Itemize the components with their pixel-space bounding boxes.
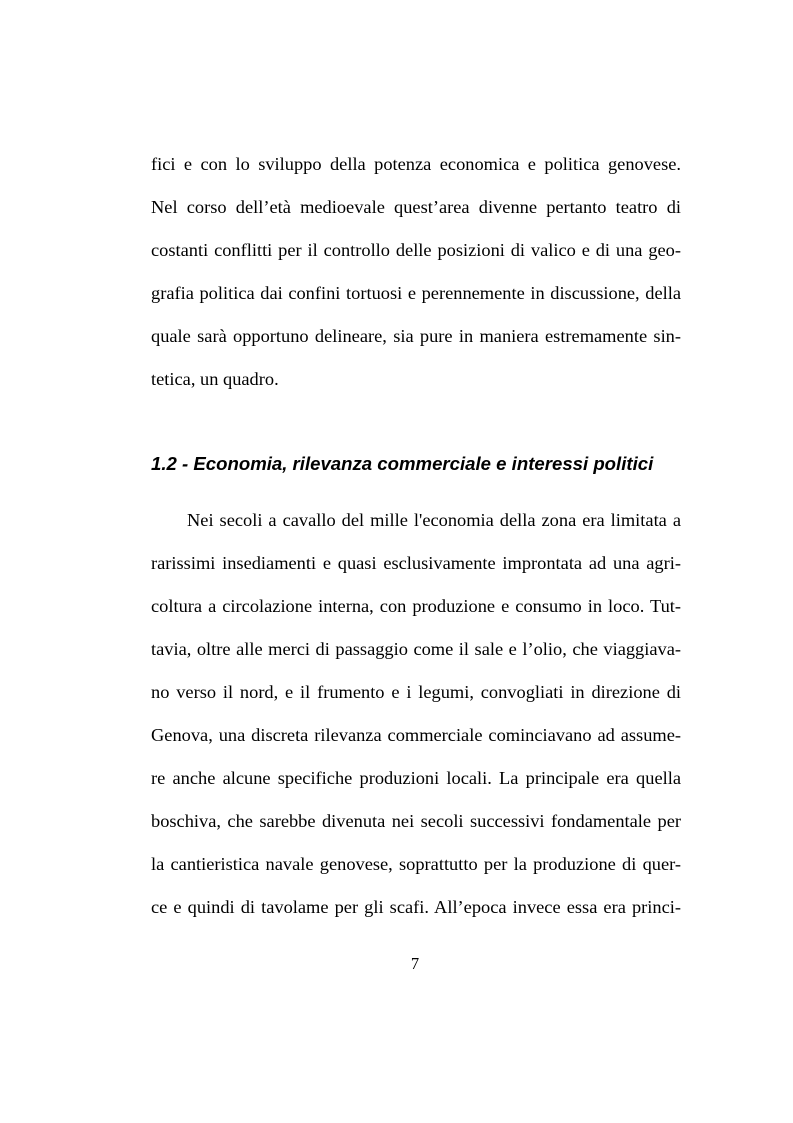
text-line: coltura a circolazione interna, con produzione e consumo in loco. Tut-	[151, 596, 681, 616]
text-line: tavia, oltre alle merci di passaggio come il sale e l’olio, che viaggiava-	[151, 639, 681, 659]
text-line: rarissimi insediamenti e quasi esclusivamente improntata ad una agri-	[151, 553, 681, 573]
text-line: no verso il nord, e il frumento e i legumi, convogliati in direzione di	[151, 682, 681, 702]
section-heading: 1.2 - Economia, rilevanza commerciale e interessi politici	[151, 453, 654, 474]
text-line: ce e quindi di tavolame per gli scafi. All’epoca invece essa era princi-	[151, 897, 681, 917]
text-line: Genova, una discreta rilevanza commerciale cominciavano ad assume-	[151, 725, 681, 745]
text-line: Nei secoli a cavallo del mille l'economia della zona era limitata a	[187, 510, 681, 530]
page-number: 7	[410, 954, 420, 973]
text-line: grafia politica dai confini tortuosi e perennemente in discussione, della	[151, 283, 681, 303]
text-line: Nel corso dell’età medioevale quest’area divenne pertanto teatro di	[151, 197, 681, 217]
text-line: re anche alcune specifiche produzioni locali. La principale era quella	[151, 768, 681, 788]
text-line: costanti conflitti per il controllo delle posizioni di valico e di una geo-	[151, 240, 681, 260]
text-line: la cantieristica navale genovese, soprattutto per la produzione di quer-	[151, 854, 681, 874]
text-line: boschiva, che sarebbe divenuta nei secoli successivi fondamentale per	[151, 811, 681, 831]
text-line: fici e con lo sviluppo della potenza economica e politica genovese.	[151, 154, 681, 174]
text-line: quale sarà opportuno delineare, sia pure in maniera estremamente sin-	[151, 326, 681, 346]
text-line: tetica, un quadro.	[151, 369, 279, 389]
